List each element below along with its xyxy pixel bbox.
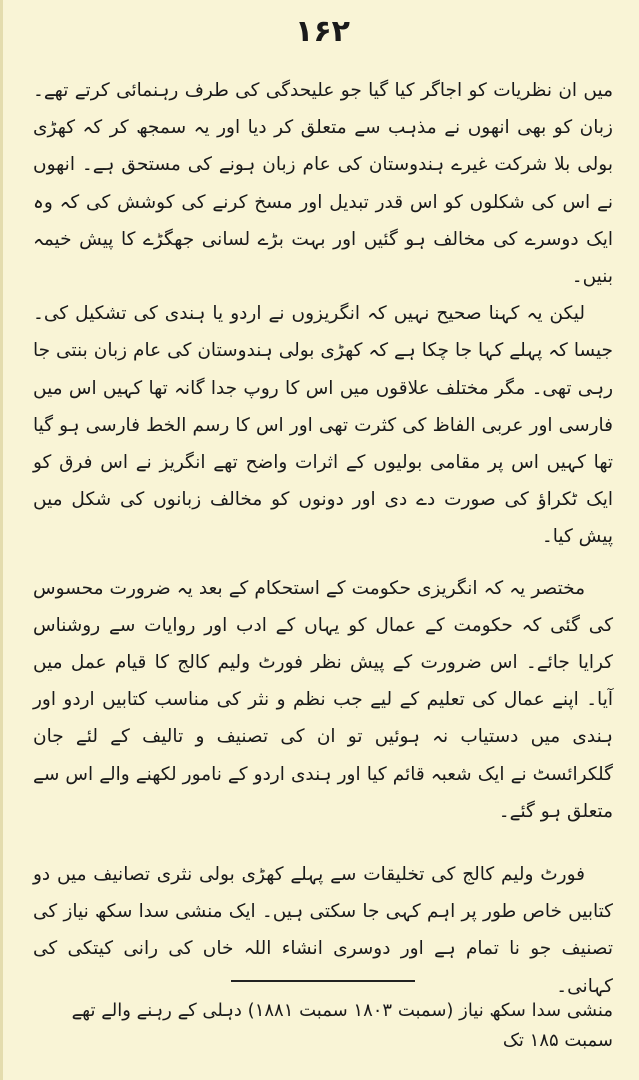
paragraph-4: فورٹ ولیم کالج کی تخلیقات سے پہلے کھڑی بولی نثری تصانیف میں دو کتابیں خاص طور پر اہم کہی جا سکتی ہیں۔ ایک منشی سدا سکھ نیاز کی تصنیف جو نا تمام ہے اور دوسری انشاء اللہ خاں کی رانی کیتکی کی کہانی۔ [33, 864, 613, 997]
paragraph-2: لیکن یہ کہنا صحیح نہیں کہ انگریزوں نے اردو یا ہندی کی تشکیل کی۔ جیسا کہ پہلے کہا جا چکا ہے کہ کھڑی بولی ہندوستان کی عام زبان بنتی جا رہی تھی۔ مگر مختلف علاقوں میں اس کا روپ جدا گانہ تھا کہیں اس میں فارسی اور عربی الفاظ کی کثرت تھی اور اس کا رسم الخط فارسی ہو گیا تھا کہیں اس پر مقامی بولیوں کے اثرات واضح تھے انگریز نے اس فرق کو ایک ٹکراؤ کی صورت دے دی اور دونوں کو مخالف زبانوں کی شکل میں پیش کیا۔ [33, 303, 613, 548]
footnote: منشی سدا سکھ نیاز (سمبت ۱۸۰۳ سمبت ۱۸۸۱) دہلی کے رہنے والے تھے سمبت ۱۸۵ تک [71, 1000, 613, 1051]
footnote-divider [231, 980, 415, 982]
page-number: ۱۶۲ [295, 14, 350, 49]
body-text [33, 72, 613, 1005]
paragraph-3: مختصر یہ کہ انگریزی حکومت کے استحکام کے بعد یہ ضرورت محسوس کی گئی کہ حکومت کے عمال کو یہاں کے ادب اور روایات سے روشناس کرایا جائے۔ اس ضرورت کے پیش نظر فورٹ ولیم کالج کا قیام عمل میں آیا۔ اپنے عمال کی تعلیم کے لیے جب نظم و نثر کی مناسب کتابیں اردو اور ہندی میں دستیاب نہ ہوئیں تو ان کی تصنیف و تالیف کے لئے جان گلکرائسٹ نے ایک شعبہ قائم کیا اور ہندی اردو کے نامور لکھنے والے اس سے متعلق ہو گئے۔ [33, 577, 613, 822]
paragraph-1: میں ان نظریات کو اجاگر کیا گیا جو علیحدگی کی طرف رہنمائی کرتے تھے۔ زبان کو بھی انھوں نے مذہب سے متعلق کر دیا اور یہ سمجھ کر کہ کھڑی بولی بلا شرکت غیرے ہندوستان کی عام زبان ہونے کی مستحق ہے۔ انھوں نے اس کی شکلوں کو اس قدر تبدیل اور مسخ کرنے کی کوشش کی کہ وہ ایک دوسرے کی مخالف ہو گئیں اور بہت بڑے لسانی جھگڑے کا پیش خیمہ بنیں۔ [33, 80, 613, 288]
